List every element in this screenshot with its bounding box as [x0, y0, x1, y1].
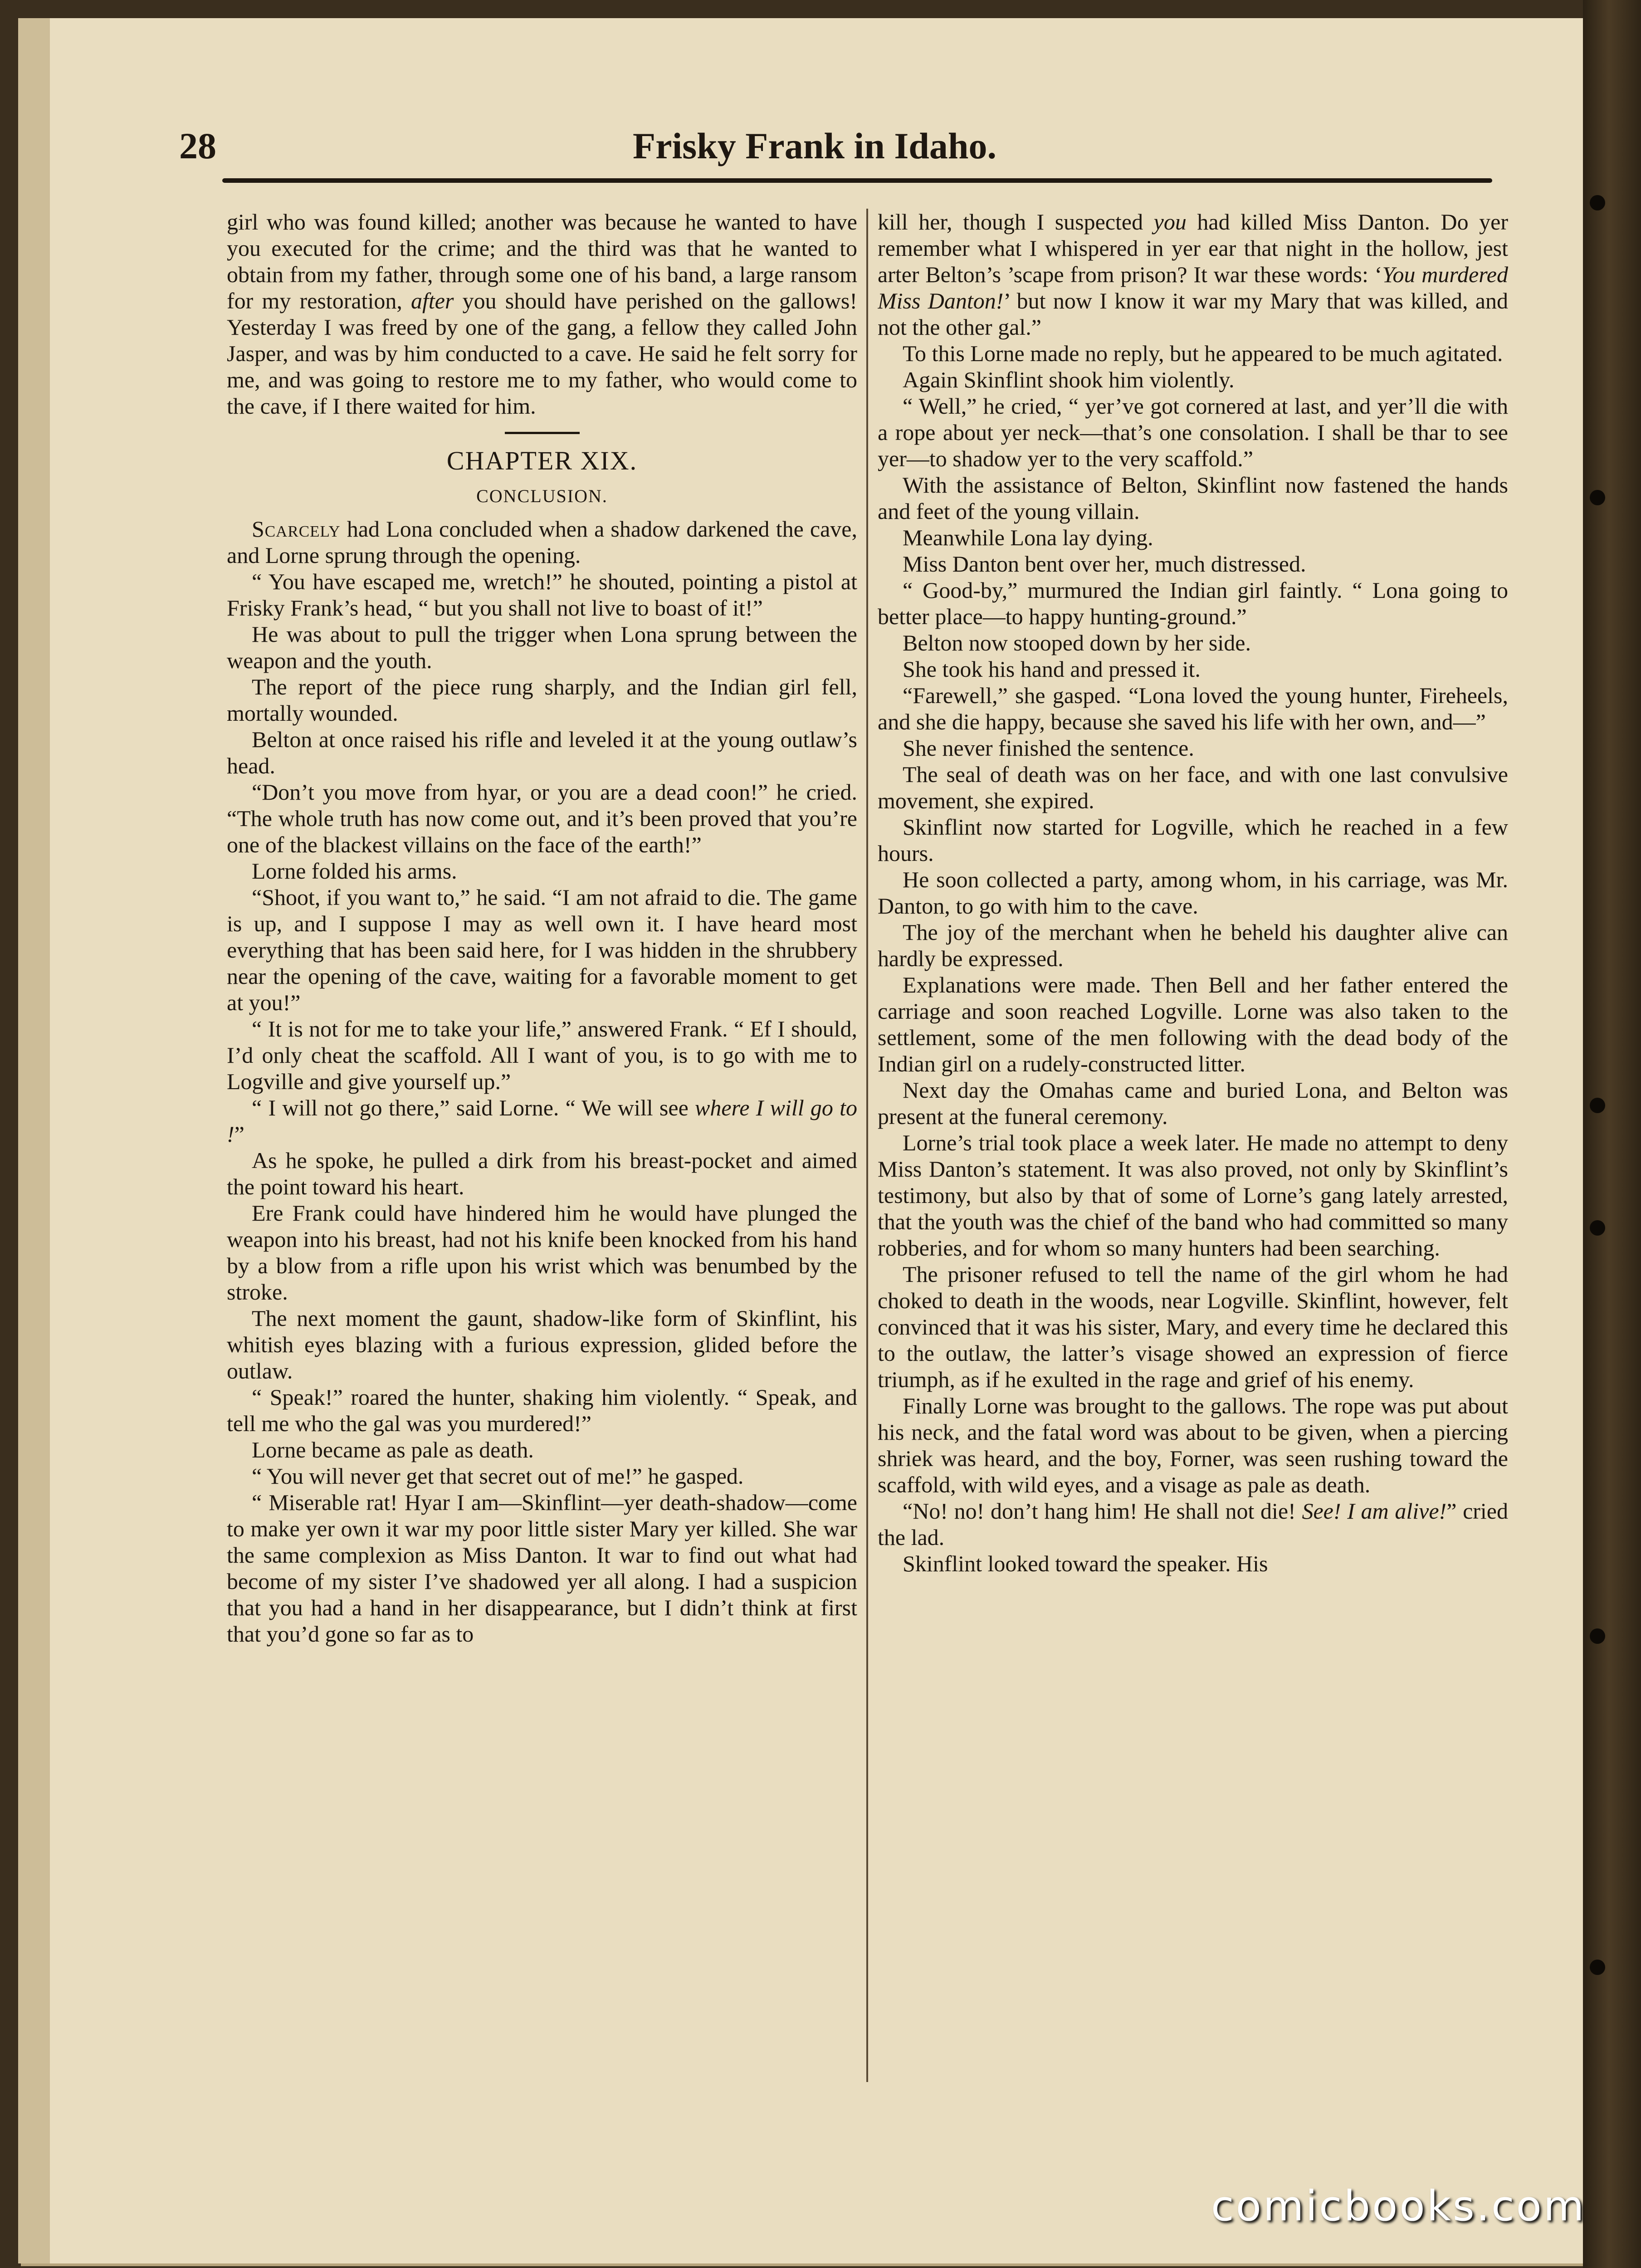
paragraph: “Farewell,” she gasped. “Lona loved the young hunter, Fireheels, and she die happy, because she saved his life with her own, and—” — [878, 683, 1508, 734]
column-divider — [866, 209, 868, 2082]
site-watermark: comicbooks.com — [1211, 2182, 1586, 2230]
binding-hole-icon — [1590, 1220, 1605, 1236]
paragraph: “ Speak!” roared the hunter, shaking him violently. “ Speak, and tell me who the gal was you murdered!” — [227, 1384, 857, 1436]
chapter-subtitle: CONCLUSION. — [476, 486, 608, 506]
paragraph: The next moment the gaunt, shadow-like form of Skinflint, his whitish eyes blazing with a furious expression, glided before the outlaw. — [227, 1305, 857, 1383]
paragraph: “Don’t you move from hyar, or you are a dead coon!” he cried. “The whole truth has now come out, and it’s been proved that you’re one of the blackest villains on the face of the earth!” — [227, 779, 857, 857]
paragraph: girl who was found killed; another was because he wanted to have you executed for the crime; and the third was that he wanted to obtain from my father, through some one of his band, a large ransom for my restoration, after you should have perished on the gallows! Yesterday I was freed by one of the gang, a fellow they called John Jasper, and was by him conducted to a cave. He said he felt sorry for me, and was going to restore me to my father, who would come to the cave, if I there waited for him. — [227, 209, 857, 419]
paragraph: Meanwhile Lona lay dying. — [903, 525, 1153, 550]
paragraph: Explanations were made. Then Bell and her father entered the carriage and soon reached Logville. Lorne was also taken to the settlement, some of the men following with the dead body of the Indian girl on a rudely-constructed litter. — [878, 972, 1508, 1076]
running-title: Frisky Frank in Idaho. — [633, 125, 996, 166]
paragraph: With the assistance of Belton, Skinflint now fastened the hands and feet of the young villain. — [878, 472, 1508, 524]
binding-hole-icon — [1590, 1098, 1605, 1113]
paragraph: Next day the Omahas came and buried Lona, and Belton was present at the funeral ceremony. — [878, 1077, 1508, 1129]
paragraph: “ Good-by,” murmured the Indian girl faintly. “ Lona going to better place—to happy hunting-ground.” — [878, 577, 1508, 629]
paragraph: Ere Frank could have hindered him he would have plunged the weapon into his breast, had not his knife been knocked from his hand by a blow from a rifle upon his wrist which was benumbed by the stroke. — [227, 1200, 857, 1305]
binding-hole-icon — [1590, 1628, 1605, 1644]
paragraph: Again Skinflint shook him violently. — [903, 367, 1235, 392]
paragraph: The prisoner refused to tell the name of the girl whom he had choked to death in the woods, near Logville. Skinflint, however, felt convinced that it was his sister, Mary, and every time he declared this to the outlaw, the latter’s visage showed an expression of fierce triumph, as if he exulted in the rage and grief of his enemy. — [878, 1261, 1508, 1392]
paragraph: “ It is not for me to take your life,” answered Frank. “ Ef I should, I’d only cheat the scaffold. All I want of you, is to go with me to Logville and give yourself up.” — [227, 1016, 857, 1094]
right-column — [878, 209, 1508, 2082]
binding-hole-icon — [1590, 490, 1605, 505]
paragraph: The seal of death was on her face, and with one last convulsive movement, she expired. — [878, 762, 1508, 813]
binding-edge — [1583, 0, 1641, 2268]
paragraph: “ You will never get that secret out of me!” he gasped. — [252, 1463, 744, 1489]
paragraph: As he spoke, he pulled a dirk from his breast-pocket and aimed the point toward his heart. — [227, 1148, 857, 1199]
left-column — [227, 209, 857, 2082]
paragraph: “ Miserable rat! Hyar I am—Skinflint—yer death-shadow—come to make yer own it war my poor little sister Mary yer killed. She war the same complexion as Miss Danton. It war to find out what had become of my sister I’ve shadowed yer all along. I had a suspicion that you had a hand in her disappearance, but I didn’t think at first that you’d gone so far as to — [227, 1490, 857, 1647]
paragraph: Lorne’s trial took place a week later. He made no attempt to deny Miss Danton’s statement. It was also proved, not only by Skinflint’s testimony, but also by that of some of Lorne’s gang lately arrested, that the youth was the chief of the band who had committed so many robberies, and for whom so many hunters had been searching. — [878, 1130, 1508, 1261]
paragraph: Belton now stooped down by her side. — [903, 630, 1251, 655]
paragraph: “Shoot, if you want to,” he said. “I am not afraid to die. The game is up, and I suppose I may as well own it. I have heard most everything that has been said here, for I was hidden in the shrubbery near the opening of the cave, waiting for a favorable moment to get at you!” — [227, 885, 857, 1015]
paragraph: He soon collected a party, among whom, in his carriage, was Mr. Danton, to go with him to the cave. — [878, 867, 1508, 919]
paragraph: Skinflint looked toward the speaker. His — [903, 1551, 1268, 1576]
chapter-title: CHAPTER XIX. — [446, 446, 638, 475]
page-number: 28 — [179, 125, 216, 166]
paragraph: Lorne became as pale as death. — [252, 1437, 534, 1462]
paragraph: Finally Lorne was brought to the gallows. The rope was put about his neck, and the fatal word was about to be given, when a piercing shriek was heard, and the boy, Forner, was seen rushing toward the scaffold, with wild eyes, and a visage as pale as death. — [878, 1393, 1508, 1497]
paragraph: To this Lorne made no reply, but he appeared to be much agitated. — [903, 341, 1503, 366]
section-divider — [505, 432, 580, 434]
paragraph: Miss Danton bent over her, much distressed. — [903, 551, 1306, 577]
binding-hole-icon — [1590, 1960, 1605, 1975]
paragraph: She took his hand and pressed it. — [903, 656, 1201, 682]
binding-hole-icon — [1590, 195, 1605, 210]
paragraph: “ You have escaped me, wretch!” he shouted, pointing a pistol at Frisky Frank’s head, “ but you shall not live to boast of it!” — [227, 569, 857, 621]
paragraph: The joy of the merchant when he beheld his daughter alive can hardly be expressed. — [878, 919, 1508, 971]
paragraph: He was about to pull the trigger when Lona sprung between the weapon and the youth. — [227, 621, 857, 673]
paragraph: kill her, though I suspected you had killed Miss Danton. Do yer remember what I whispered in yer ear that night in the hollow, jest arter Belton’s ’scape from prison? It war these words: ‘You murdered Miss Danton!’ but now I know it war my Mary that was killed, and not the other gal.” — [878, 209, 1508, 340]
paragraph: Lorne folded his arms. — [252, 858, 457, 884]
paragraph: She never finished the sentence. — [903, 735, 1194, 761]
paragraph: “ Well,” he cried, “ yer’ve got cornered at last, and yer’ll die with a rope about yer neck—that’s one consolation. I shall be thar to see yer—to shadow yer to the very scaffold.” — [878, 393, 1508, 471]
paragraph: Belton at once raised his rifle and leveled it at the young outlaw’s head. — [227, 727, 857, 778]
paragraph: Scarcely had Lona concluded when a shadow darkened the cave, and Lorne sprung through the opening. — [227, 516, 857, 568]
paragraph: Skinflint now started for Logville, which he reached in a few hours. — [878, 814, 1508, 866]
paragraph: “ I will not go there,” said Lorne. “ We will see where I will go to !” — [227, 1095, 857, 1147]
paragraph: The report of the piece rung sharply, and the Indian girl fell, mortally wounded. — [227, 674, 857, 726]
paragraph: “No! no! don’t hang him! He shall not die! See! I am alive!” cried the lad. — [878, 1498, 1508, 1550]
header-rule — [222, 178, 1492, 183]
